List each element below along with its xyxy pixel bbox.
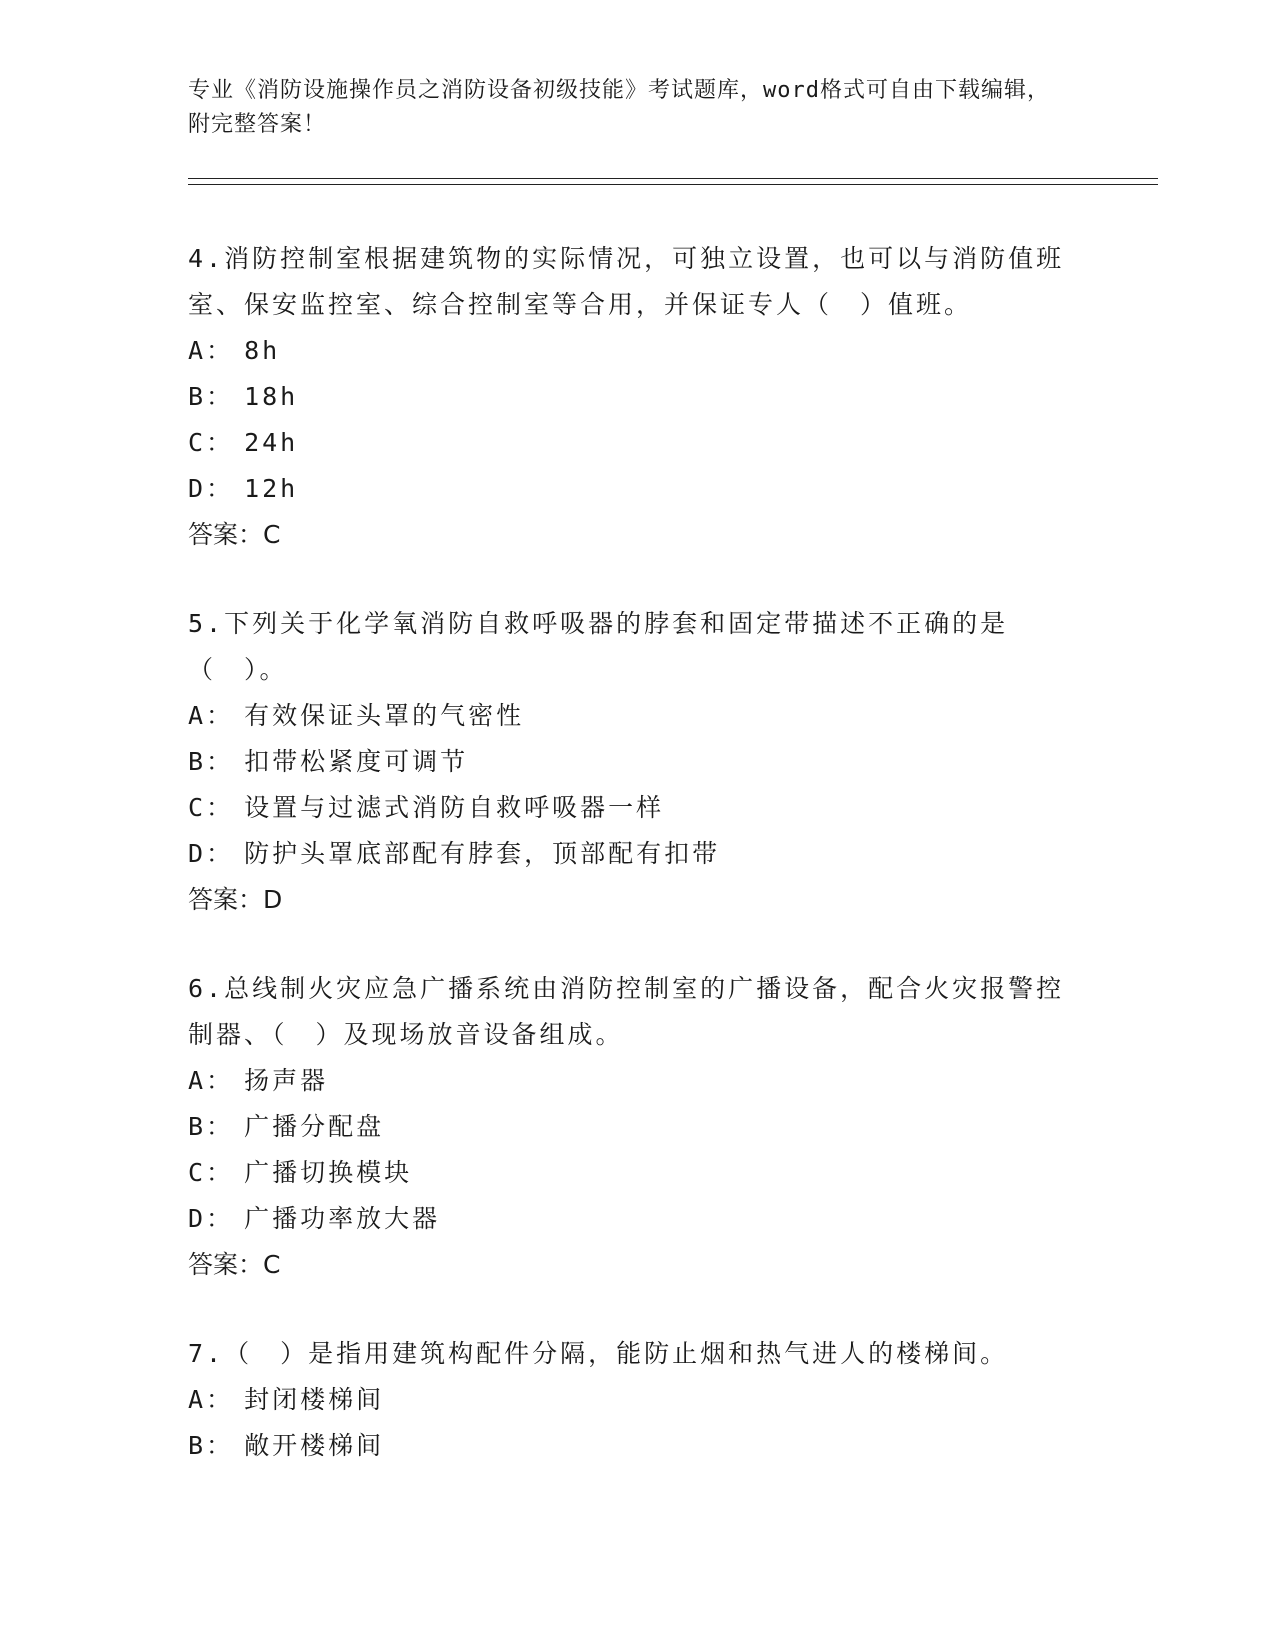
header-divider-bottom [188,184,1158,185]
option-letter: C： [188,1158,235,1187]
option-text: 12h [244,474,299,503]
option-letter: A： [188,1066,235,1095]
option-letter: D： [188,839,235,868]
option-text: 广播功率放大器 [244,1204,441,1233]
option-text: 设置与过滤式消防自救呼吸器一样 [244,793,665,822]
header-divider-top [188,178,1158,179]
option-a [188,328,1068,374]
question-stem: 4.消防控制室根据建筑物的实际情况，可独立设置，也可以与消防值班室、保安监控室、综合控制室等合用，并保证专人（ ）值班。 [188,244,1065,319]
option-text: 广播切换模块 [244,1158,413,1187]
option-a [188,1058,1068,1104]
option-text: 广播分配盘 [244,1112,385,1141]
option-letter: B： [188,1112,235,1141]
option-b [188,1423,1068,1469]
question-stem: 6.总线制火灾应急广播系统由消防控制室的广播设备，配合火灾报警控制器、（ ）及现场放音设备组成。 [188,974,1065,1049]
option-letter: A： [188,336,235,365]
answer-line: 答案：C [188,520,281,549]
option-letter: B： [188,1431,235,1460]
option-a [188,693,1068,739]
option-c [188,420,1068,466]
option-letter: B： [188,747,235,776]
option-b [188,374,1068,420]
option-d [188,1196,1068,1242]
option-letter: B： [188,382,235,411]
option-letter: D： [188,474,235,503]
option-text: 有效保证头罩的气密性 [244,701,525,730]
question-stem: 5.下列关于化学氧消防自救呼吸器的脖套和固定带描述不正确的是（ ）。 [188,609,1009,684]
question-stem: 7.（ ）是指用建筑构配件分隔，能防止烟和热气进人的楼梯间。 [188,1339,1009,1368]
question-5 [188,601,1068,923]
option-letter: D： [188,1204,235,1233]
option-b [188,1104,1068,1150]
question-4 [188,236,1068,558]
option-text: 扬声器 [244,1066,329,1095]
question-7 [188,1331,1068,1469]
option-d [188,466,1068,512]
answer-line: 答案：D [188,885,283,914]
option-text: 18h [244,382,299,411]
option-d [188,831,1068,877]
answer-line: 答案：C [188,1250,281,1279]
option-text: 扣带松紧度可调节 [244,747,469,776]
option-letter: A： [188,1385,235,1414]
option-text: 8h [244,336,281,365]
option-b [188,739,1068,785]
option-a [188,1377,1068,1423]
option-letter: C： [188,428,235,457]
document-header: 专业《消防设施操作员之消防设备初级技能》考试题库，word格式可自由下载编辑，附完整答案！ [188,78,1050,137]
option-text: 敞开楼梯间 [244,1431,385,1460]
option-c [188,785,1068,831]
option-text: 防护头罩底部配有脖套，顶部配有扣带 [244,839,721,868]
option-text: 封闭楼梯间 [244,1385,385,1414]
option-letter: A： [188,701,235,730]
option-letter: C： [188,793,235,822]
question-6 [188,966,1068,1288]
option-text: 24h [244,428,299,457]
option-c [188,1150,1068,1196]
